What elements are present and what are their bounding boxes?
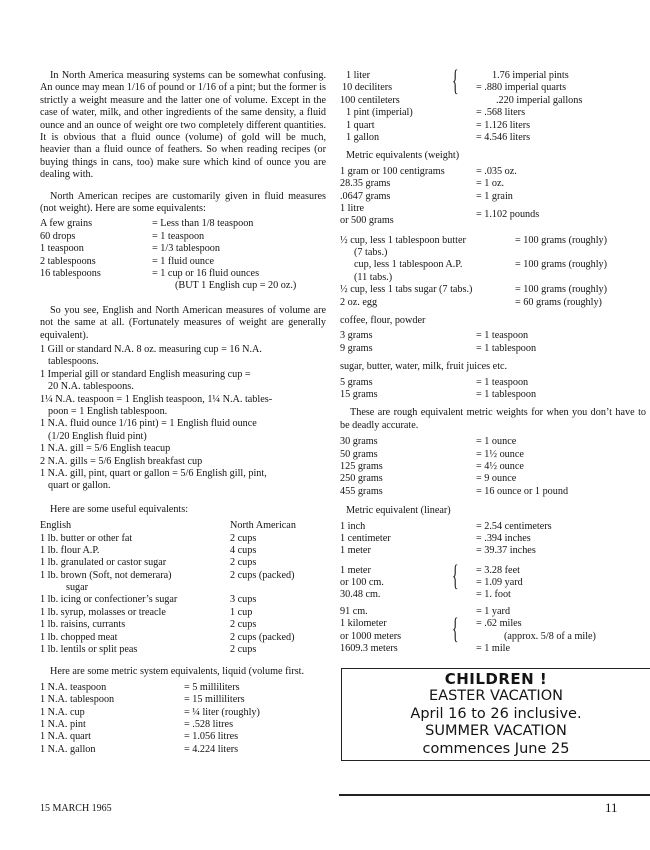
children-vacation-notice xyxy=(341,668,650,761)
table-row: (BUT 1 English cup = 20 oz.) xyxy=(175,280,297,292)
table-row: 1 lb. brown (Soft, not demerara) 2 cups (packed) xyxy=(40,569,295,581)
linear-table-2 xyxy=(340,558,646,656)
table-row: 1 gallon = 4.546 liters xyxy=(346,131,531,143)
table-row: or 1000 meters (approx. 5/8 of a mile) xyxy=(340,630,596,642)
footer-rule xyxy=(339,794,650,796)
table-row: 1 lb. granulated or castor sugar 2 cups xyxy=(40,557,257,569)
table-row: 1 pint (imperial) = .568 liters xyxy=(346,107,526,119)
so-you-see-paragraph: So you see, English and North American measures of volume are not the same at all. (Fortunately measures of weight are generally equivalent). xyxy=(40,304,326,341)
table-row: (7 tabs.) xyxy=(354,247,388,259)
english-measures-list xyxy=(40,344,326,493)
page-number: 11 xyxy=(605,800,618,815)
table-row: 28.35 grams = 1 oz. xyxy=(340,178,505,190)
table-row: 1 N.A. pint = .528 litres xyxy=(40,719,234,730)
table-row: 1 lb. lentils or split peas 2 cups xyxy=(40,644,257,656)
table-row: 50 grams = 1½ ounce xyxy=(340,448,524,460)
table-row: 1 litre xyxy=(340,202,365,214)
rough-weights-paragraph: These are rough equivalent metric weights for when you don’t have to be deadly accurate. xyxy=(340,407,646,431)
brace-symbol: { xyxy=(452,612,459,646)
table-row: A few grains = Less than 1/8 teaspoon xyxy=(40,218,254,230)
table-row: .0647 grams = 1 grain xyxy=(340,190,513,202)
table-row: 1 N.A. tablespoon = 15 milliliters xyxy=(40,694,245,706)
table-row: 1 lb. butter or other fat 2 cups xyxy=(40,532,257,544)
table-row: 60 drops = 1 teaspoon xyxy=(40,230,205,242)
table-row: 1 inch = 2.54 centimeters xyxy=(340,520,552,532)
table-row: 1 gram or 100 centigrams = .035 oz. xyxy=(340,165,517,177)
intro-paragraph: In North America measuring systems can be somewhat confusing. An ounce may mean 1/16 of pound or 1/16 of a pint; but the former is strictly a weight measure and the latter one of volume. Except in the case of water, milk, and other ingredients of the same density, a fluid ounce and an ounce of weight ore two completely different quantities. It is obvious that a fluid ounce (volume) of gold will be much, heavier than a fluid ounce of feathers. So when reading recipes (or buying things in cans, too) make sure which kind of ounce you are dealing with. xyxy=(40,70,326,181)
table-row: 1 meter { = 3.28 feet xyxy=(340,558,520,592)
liter-equivalents-table xyxy=(340,64,646,144)
fluid-equivalents-table xyxy=(40,218,326,292)
list-item: 1 Gill or standard N.A. 8 oz. measuring cup = 16 N.A. xyxy=(40,344,262,356)
list-item: 1 N.A. fluid ounce 1/16 pint) = 1 English fluid ounce xyxy=(40,418,257,430)
table-row: 30 grams = 1 ounce xyxy=(340,436,517,448)
list-item: tablespoons. xyxy=(48,356,99,368)
table-row: (11 tabs.) xyxy=(354,271,393,283)
issue-date: 15 MARCH 1965 xyxy=(40,803,112,814)
table-row: cup, less 1 tablespoon A.P. = 100 grams (roughly) xyxy=(354,259,608,271)
table-row: 1 N.A. teaspoon = 5 milliliters xyxy=(40,681,240,693)
table-row: 91 cm. = 1 yard xyxy=(340,605,511,617)
right-column xyxy=(340,64,646,655)
table-row: sugar xyxy=(66,582,89,594)
table-row: or 100 cm. = 1.09 yard xyxy=(340,577,523,589)
linear-table-1 xyxy=(340,521,646,558)
table-row: 30.48 cm. = 1. foot xyxy=(340,589,511,601)
table-row: 1 centimeter = .394 inches xyxy=(340,532,531,544)
notice-line: EASTER VACATION xyxy=(429,688,563,704)
list-item: 1 Imperial gill or standard English measuring cup = xyxy=(40,368,251,380)
notice-line: April 16 to 26 inclusive. xyxy=(410,705,582,722)
notice-title: CHILDREN ! xyxy=(444,670,548,688)
useful-equivalents-heading: Here are some useful equivalents: xyxy=(50,503,189,515)
table-row: 455 grams = 16 ounce or 1 pound xyxy=(340,485,569,497)
table-row: 1 quart = 1.126 liters xyxy=(346,119,531,131)
table-row: 1 liter { 1.76 imperial pints xyxy=(346,64,569,97)
table-row: 1 lb. raisins, currants 2 cups xyxy=(40,619,257,631)
table-row: 1 lb. syrup, molasses or treacle 1 cup xyxy=(40,606,253,618)
recipes-paragraph: North American recipes are customarily given in fluid measures (not weight). Here are some equivalents: xyxy=(40,190,326,215)
list-item: 1 N.A. gill = 5/6 English teacup xyxy=(40,443,171,455)
list-item: 1 N.A. gill, pint, quart or gallon = 5/6 English gill, pint, xyxy=(40,467,267,479)
table-row: or 500 grams = 1.102 pounds xyxy=(340,209,540,227)
table-row: 125 grams = 4½ ounce xyxy=(340,460,524,472)
table-row: 10 deciliters = .880 imperial quarts xyxy=(342,82,567,94)
table-row: 1609.3 meters = 1 mile xyxy=(340,643,511,655)
list-item: poon = 1 English tablespoon. xyxy=(48,405,168,417)
table-row: 5 grams = 1 teaspoon xyxy=(340,376,529,388)
table-row: 15 grams = 1 tablespoon xyxy=(340,388,537,400)
table-row: 1 N.A. cup = ¼ liter (roughly) xyxy=(40,706,260,718)
table-row: 1 N.A. quart = 1.056 litres xyxy=(40,731,239,743)
sugar-table xyxy=(340,377,646,402)
notice-line: commences June 25 xyxy=(422,740,570,757)
left-column xyxy=(40,70,326,756)
list-item: 20 N.A. tablespoons. xyxy=(48,381,134,393)
table-row: 1 lb. flour A.P. 4 cups xyxy=(40,544,257,556)
table-row: 2 tablespoons = 1 fluid ounce xyxy=(40,255,215,267)
metric-liquid-table xyxy=(40,682,326,756)
section-heading: Metric equivalents (weight) xyxy=(346,150,460,162)
list-item: 1¼ N.A. teaspoon = 1 English teaspoon, 1¼ N.A. tables- xyxy=(40,393,273,405)
table-row: 1 lb. icing or confectioner’s sugar 3 cups xyxy=(40,594,257,606)
notice-line: SUMMER VACATION xyxy=(425,723,567,739)
table-row: 1 meter = 39.37 inches xyxy=(340,545,536,557)
list-item: 2 N.A. gills = 5/6 English breakfast cup xyxy=(40,455,203,467)
table-row: 1 kilometer { = .62 miles xyxy=(340,612,522,646)
metric-liquid-heading: Here are some metric system equivalents, liquid (volume first. xyxy=(50,666,305,678)
coffee-table xyxy=(340,330,646,355)
table-row: 16 tablespoons = 1 cup or 16 fluid ounces xyxy=(40,268,260,280)
table-row: ½ cup, less 1 tabs sugar (7 tabs.) = 100 grams (roughly) xyxy=(340,284,608,296)
table-row: 1 teaspoon = 1/3 tablespoon xyxy=(40,243,220,255)
metric-weight-table xyxy=(340,166,646,228)
table-row: 3 grams = 1 teaspoon xyxy=(340,330,529,342)
list-item: quart or gallon. xyxy=(48,480,111,492)
table-header: English North American xyxy=(40,520,296,532)
table-row: 250 grams = 9 ounce xyxy=(340,473,517,485)
table-row: 1 lb. chopped meat 2 cups (packed) xyxy=(40,631,295,643)
tablespoon-table xyxy=(340,235,646,309)
section-heading: sugar, butter, water, milk, fruit juices etc. xyxy=(340,361,508,373)
useful-equivalents-table xyxy=(40,520,326,656)
section-heading: Metric equivalent (linear) xyxy=(346,505,451,517)
section-heading: coffee, flour, powder xyxy=(340,315,426,327)
table-row: 1 N.A. gallon = 4.224 liters xyxy=(40,743,239,755)
ounce-table xyxy=(340,436,646,498)
brace-symbol: { xyxy=(452,64,459,97)
table-row: ½ cup, less 1 tablespoon butter = 100 grams (roughly) xyxy=(340,234,608,246)
table-row: 9 grams = 1 tablespoon xyxy=(340,342,537,354)
table-row: 2 oz. egg = 60 grams (roughly) xyxy=(340,296,602,308)
table-row: 100 centileters .220 imperial gallons xyxy=(340,94,583,106)
list-item: (1/20 English fluid pint) xyxy=(48,430,147,442)
brace-symbol: { xyxy=(452,558,459,592)
